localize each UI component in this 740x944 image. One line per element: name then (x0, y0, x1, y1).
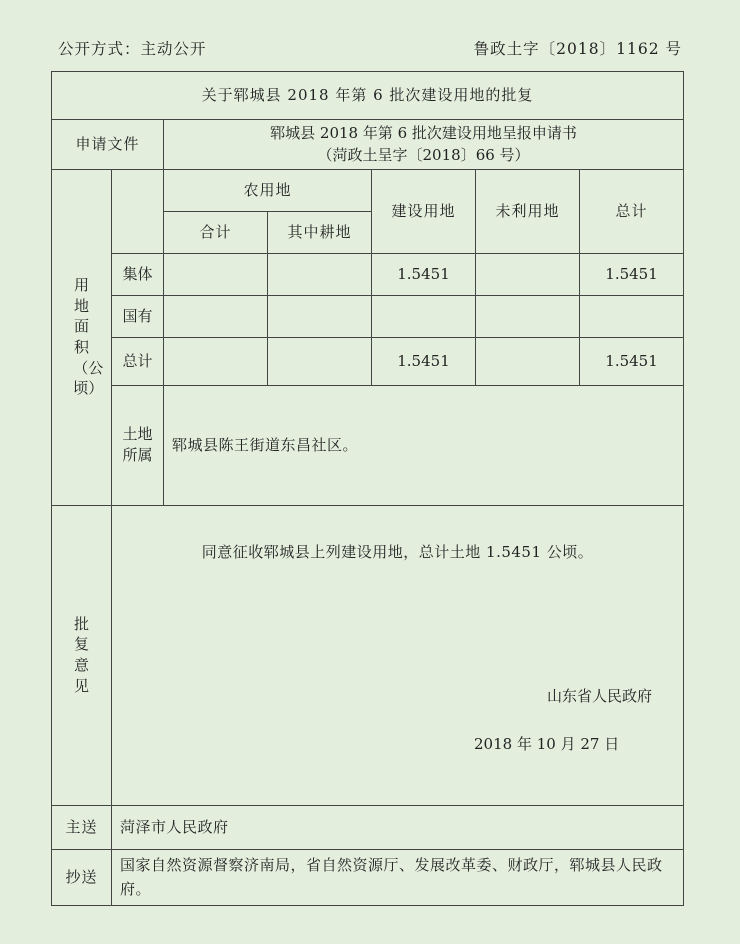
application-label: 申请文件 (52, 120, 164, 170)
cell-unused (476, 338, 580, 386)
row-label-total: 总计 (112, 338, 164, 386)
header-construction: 建设用地 (372, 170, 476, 254)
cell-total: 1.5451 (580, 338, 684, 386)
document-number: 鲁政土字〔2018〕1162 号 (473, 40, 682, 58)
opinion-label-text: 批复意见 (73, 614, 89, 695)
cell-arable (268, 338, 372, 386)
header-subtotal: 合计 (164, 212, 268, 254)
cell-unused (476, 254, 580, 296)
cell-arable (268, 296, 372, 338)
opinion-body (112, 506, 684, 806)
disclosure-method: 公开方式：主动公开 (58, 40, 207, 58)
row-label-state: 国有 (112, 296, 164, 338)
cc-value: 国家自然资源督察济南局，省自然资源厅、发展改革委、财政厅，郓城县人民政府。 (112, 850, 684, 906)
document-title: 关于郓城县 2018 年第 6 批次建设用地的批复 (52, 72, 684, 120)
issue-date: 2018 年 10 月 27 日 (474, 735, 620, 753)
header-arable: 其中耕地 (268, 212, 372, 254)
header-farmland: 农用地 (164, 170, 372, 212)
application-document (164, 120, 684, 170)
table-row (52, 254, 684, 296)
cell-subtotal (164, 254, 268, 296)
cell-total (580, 296, 684, 338)
row-label-collective: 集体 (112, 254, 164, 296)
application-number: （菏政土呈字〔2018〕66 号） (317, 145, 530, 164)
approval-table (51, 71, 684, 906)
cell-unused (476, 296, 580, 338)
area-corner-cell (112, 170, 164, 254)
main-recipient-label: 主送 (52, 806, 112, 850)
header-unused: 未利用地 (476, 170, 580, 254)
land-ownership-value: 郓城县陈王街道东昌社区。 (164, 386, 684, 506)
table-row (52, 296, 684, 338)
main-recipient-value: 菏泽市人民政府 (112, 806, 684, 850)
cell-subtotal (164, 338, 268, 386)
area-section-label (52, 170, 112, 506)
opinion-text: 同意征收郓城县上列建设用地，总计土地 1.5451 公顷。 (201, 543, 594, 561)
opinion-label (52, 506, 112, 806)
cell-total: 1.5451 (580, 254, 684, 296)
cell-arable (268, 254, 372, 296)
cell-subtotal (164, 296, 268, 338)
land-ownership-label (112, 386, 164, 506)
land-ownership-label-text: 土地所属 (122, 425, 153, 464)
cell-construction: 1.5451 (372, 254, 476, 296)
cc-label: 抄送 (52, 850, 112, 906)
header-total: 总计 (580, 170, 684, 254)
area-section-label-text: 用地面积（公顷） (73, 275, 104, 398)
table-row (52, 338, 684, 386)
application-title: 郓城县 2018 年第 6 批次建设用地呈报申请书 (270, 123, 577, 142)
cell-construction: 1.5451 (372, 338, 476, 386)
cell-construction (372, 296, 476, 338)
issuing-authority: 山东省人民政府 (547, 687, 653, 705)
